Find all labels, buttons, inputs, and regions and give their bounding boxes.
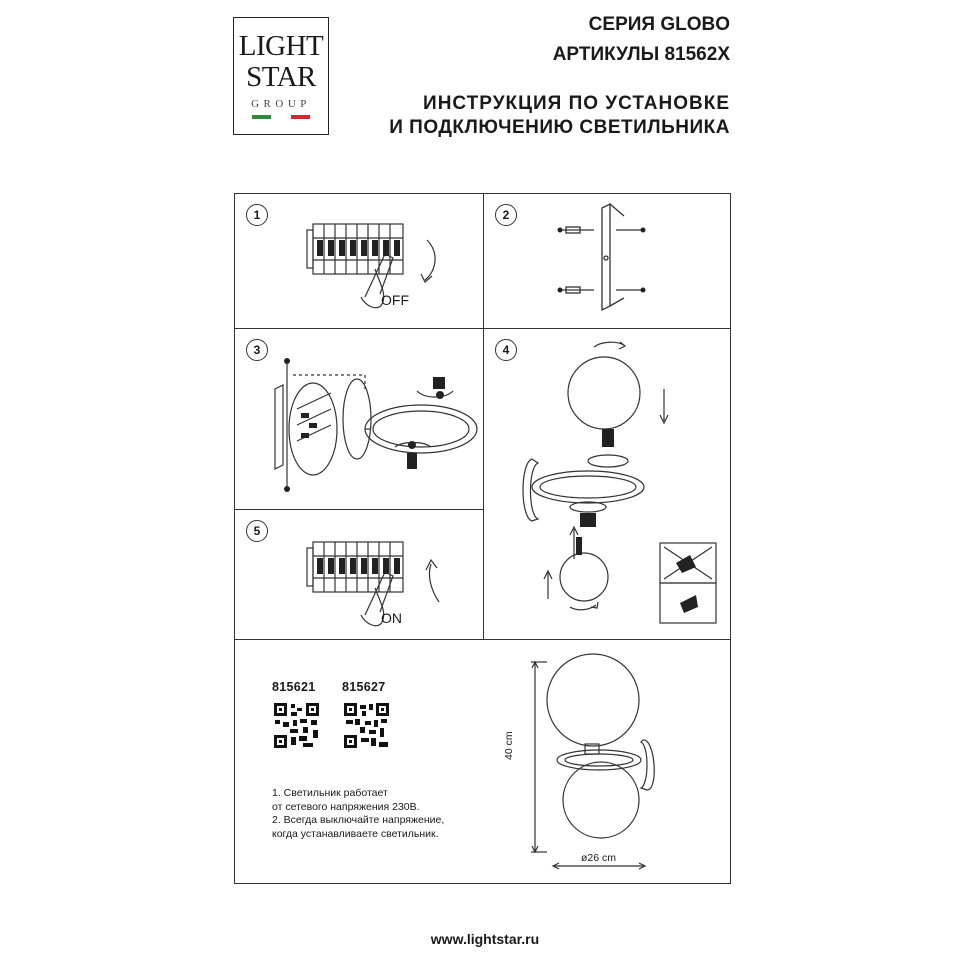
article-code-2: 815627: [342, 680, 386, 694]
note-line-2: от сетевого напряжения 230В.: [272, 800, 420, 813]
article-code-1: 815621: [272, 680, 316, 694]
note-line-4: когда устанавливаете светильник.: [272, 827, 439, 840]
website-link[interactable]: www.lightstar.ru: [430, 931, 540, 947]
on-label: ON: [381, 610, 402, 626]
instruction-title-line1: ИНСТРУКЦИЯ ПО УСТАНОВКЕ: [423, 93, 730, 114]
flag-green-stripe: [252, 115, 271, 119]
mounting-bracket-illustration: [484, 194, 732, 330]
diameter-dimension-label: ø26 cm: [581, 852, 617, 864]
breaker-off-illustration: [235, 194, 485, 330]
off-label: OFF: [381, 292, 409, 308]
step-4-number: 4: [495, 339, 517, 361]
globe-assembly-illustration: [484, 329, 732, 641]
step-1-panel: [234, 193, 484, 329]
step-4-panel: [483, 328, 731, 640]
articles-title: АРТИКУЛЫ 81562X: [552, 44, 730, 65]
note-line-3: 2. Всегда выключайте напряжение,: [272, 814, 445, 826]
instruction-title-line2: И ПОДКЛЮЧЕНИЮ СВЕТИЛЬНИКА: [389, 117, 730, 138]
lamp-dimensions-illustration: [235, 640, 732, 885]
step-2-number: 2: [495, 204, 517, 226]
flag-red-stripe: [291, 115, 310, 119]
step-3-number: 3: [246, 339, 268, 361]
logo-line-star: STAR: [246, 61, 316, 93]
logo-line-light: LIGHT: [238, 30, 324, 62]
brand-logo: [233, 17, 329, 135]
breaker-on-illustration: [235, 510, 485, 641]
step-2-panel: [483, 193, 731, 329]
series-title: СЕРИЯ GLOBO: [588, 14, 730, 35]
step-1-number: 1: [246, 204, 268, 226]
step-5-panel: [234, 509, 484, 640]
italian-flag-icon: [252, 115, 310, 119]
height-dimension-label: 40 cm: [503, 731, 515, 760]
flag-white-stripe: [271, 115, 290, 119]
step-5-number: 5: [246, 520, 268, 542]
wiring-connection-illustration: [235, 329, 485, 511]
step-3-panel: [234, 328, 484, 510]
logo-line-group: GROUP: [251, 98, 311, 110]
info-panel: [234, 639, 731, 884]
note-line-1: 1. Светильник работает: [272, 787, 388, 799]
